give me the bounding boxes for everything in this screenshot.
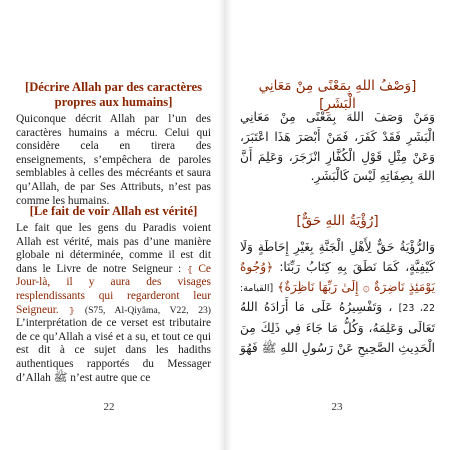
french-verse-quote: Ce Jour-là, il y aura des visages resplendissants qui regarderont leur Seigneur. <box>16 262 211 316</box>
french-para2-text: Le fait que les gens du Paradis voient Allah est vérité, mais pas d’une manière globale ni déterminée, comme il est dit dans le Livre de notre Seigneur : <box>16 222 211 275</box>
page-number-left: 22 <box>103 401 115 413</box>
arabic-verse-reference: [القيامة: 22، 23] <box>240 282 435 315</box>
quote-close-ornament: ⦄ <box>68 305 75 315</box>
french-heading-2: [Le fait de voir Allah est vérité] <box>29 204 198 218</box>
french-heading-1-line1: [Décrire Allah par des caractères <box>25 80 202 94</box>
french-heading-1-line2: propres aux humains] <box>54 95 173 109</box>
arabic-para2-text: وَالرُّؤْيَةُ حَقٌّ لِأَهْلِ الْجَنَّةِ بِغَيْرِ إِحَاطَةٍ وَلَا كَيْفِيَّةٍ، كَمَا نَطَقَ بِهِ كِتَابُ رَبِّنَا: <box>240 240 435 274</box>
arabic-para2-continuation: ، وَتَفْسِيرُهُ عَلَى مَا أَرَادَهُ اللهُ تَعَالَى وَعَلِمَهُ، وَكُلُّ مَا جَاءَ فِي ذَلِكَ مِنَ الْحَدِيثِ الصَّحِيحِ عَنْ رَسُولِ اللهِ ﷺ فَهُوَ <box>240 300 435 355</box>
french-para2-continuation: L’interprétation de ce verset est tributaire de ce qu’Allah a visé et a su, et tout ce qui est dit à ce sujet dans les hadiths authentiques rapportés du Messager d’Allah ﷺ n’est autre que ce <box>16 317 211 384</box>
french-verse-reference: (S75, Al-Qiyâma, V22, 23) <box>84 304 211 316</box>
arabic-paragraph-1: وَمَنْ وَصَفَ اللهَ بِمَعْنًى مِنْ مَعَانِي الْبَشَرِ فَقَدْ كَفَرَ، فَمَنْ أَبْصَرَ هَذَا اعْتَبَرَ، وَعَنْ مِثْلِ قَوْلِ الْكُفَّارِ انْزَجَرَ، وَعَلِمَ أَنَّ اللهَ بِصِفَاتِهِ لَيْسَ كَالْبَشَرِ. <box>240 110 435 184</box>
french-paragraph-2 <box>16 222 211 385</box>
quote-open-ornament: ⦃ <box>186 264 193 274</box>
arabic-paragraph-2 <box>240 238 435 359</box>
page-number-right: 23 <box>331 401 343 413</box>
arabic-heading-1: [وَصْفُ اللهِ بِمَعْنًى مِنْ مَعَانِي الْبَشَرِ] <box>258 78 417 112</box>
arabic-verse-quote: ﴿وُجُوهٌ يَوْمَئِذٍ نَاضِرَةٌ ۞ إِلَىٰ رَبِّهَا نَاظِرَةٌ﴾ <box>240 259 436 294</box>
french-paragraph-1: Quiconque décrit Allah par l’un des caractères humains a mécru. Celui qui considère cela en tirera des enseignements, s’empêchera de paroles semblables à celles des mécréants et saura qu’Allah, de par Ses Attributs, n’est pas comme les humains. <box>16 113 211 207</box>
french-heading-1 <box>16 80 211 110</box>
arabic-heading-2: [رُؤْيَةُ اللهِ حَقٌّ] <box>296 213 379 229</box>
